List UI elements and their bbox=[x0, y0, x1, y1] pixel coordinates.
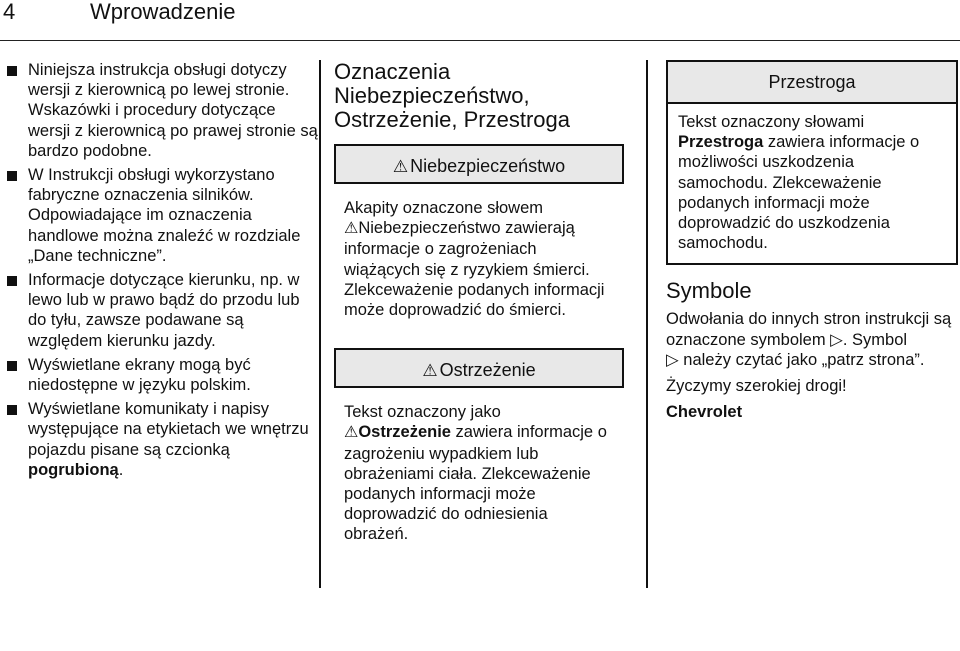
intro-bullet-list bbox=[6, 60, 318, 480]
caution-paragraph: Tekst oznaczony słowami Przestroga zawiera informacje o możliwości uszkodzenia samochodu. Zlekceważenie podanych informacji może doprowadzić do uszkodzenia samochodu. bbox=[678, 113, 920, 253]
symbols-heading: Symbole bbox=[666, 278, 752, 304]
page-number: 4 bbox=[3, 0, 16, 24]
warning-triangle-icon: ⚠ bbox=[344, 220, 359, 238]
warning-paragraph: Tekst oznaczony jako ⚠Ostrzeżenie zawiera informacje o zagrożeniu wypadkiem lub obrażeniami ciała. Zlekceważenie podanych informacji może doprowadzić do odniesienia obrażeń. bbox=[344, 403, 607, 544]
danger-box-title: ⚠ Niebezpieczeństwo bbox=[334, 144, 624, 184]
list-item: W Instrukcji obsługi wykorzystano fabryczne oznaczenia silników. Odpowiadające im oznaczenia handlowe można znaleźć w rozdziale „Dane techniczne”. bbox=[6, 165, 318, 266]
column-caution-symbols bbox=[666, 60, 958, 422]
danger-paragraph: Akapity oznaczone słowem ⚠Niebezpieczeństwo zawierają informacje o zagrożeniach wiążących się z ryzykiem śmierci. Zlekceważenie podanych informacji może doprowadzić do śmierci. bbox=[344, 199, 605, 320]
caution-box bbox=[666, 60, 958, 265]
brand-name: Chevrolet bbox=[666, 403, 743, 422]
header-rule bbox=[0, 40, 960, 41]
section-heading: Oznaczenia Niebezpieczeństwo, Ostrzeżenie, Przestroga bbox=[334, 59, 570, 132]
list-item: Informacje dotyczące kierunku, np. w lewo lub w prawo bądź do przodu lub do tyłu, zawsze podawane są względem kierunku jazdy. bbox=[6, 270, 318, 351]
warning-box-title: ⚠ Ostrzeżenie bbox=[334, 348, 624, 388]
list-item: Niniejsza instrukcja obsługi dotyczy wersji z kierownicą po lewej stronie. Wskazówki i procedury dotyczące wersji z kierownicą po prawej stronie są bardzo podobne. bbox=[6, 60, 318, 161]
warning-triangle-icon: ⚠ bbox=[392, 157, 409, 176]
list-item: Wyświetlane ekrany mogą być niedostępne w języku polskim. bbox=[6, 355, 318, 395]
column-signals bbox=[334, 60, 624, 545]
bullet-square-icon bbox=[7, 66, 17, 76]
bullet-square-icon bbox=[7, 171, 17, 181]
page-reference-arrow-icon: ▷ bbox=[830, 330, 843, 349]
list-item: Wyświetlane komunikaty i napisy występujące na etykietach we wnętrzu pojazdu pisane są czcionką pogrubioną. bbox=[6, 399, 318, 480]
page-header bbox=[0, 0, 960, 40]
warning-triangle-icon: ⚠ bbox=[422, 361, 438, 381]
bullet-square-icon bbox=[7, 405, 17, 415]
column-intro bbox=[6, 60, 318, 484]
column-divider bbox=[319, 60, 321, 588]
symbols-paragraph: Odwołania do innych stron instrukcji są oznaczone symbolem ▷. Symbol ▷ należy czytać jako „patrz strona”. bbox=[666, 310, 952, 369]
bold-word: pogrubioną bbox=[28, 460, 119, 479]
column-divider bbox=[646, 60, 648, 588]
bullet-square-icon bbox=[7, 361, 17, 371]
caution-box-title: Przestroga bbox=[668, 62, 956, 104]
page-reference-arrow-icon: ▷ bbox=[666, 350, 679, 369]
warning-triangle-icon: ⚠ bbox=[344, 424, 359, 442]
bullet-square-icon bbox=[7, 276, 17, 286]
chapter-title: Wprowadzenie bbox=[90, 0, 236, 24]
closing-wish: Życzymy szerokiej drogi! bbox=[666, 377, 847, 396]
